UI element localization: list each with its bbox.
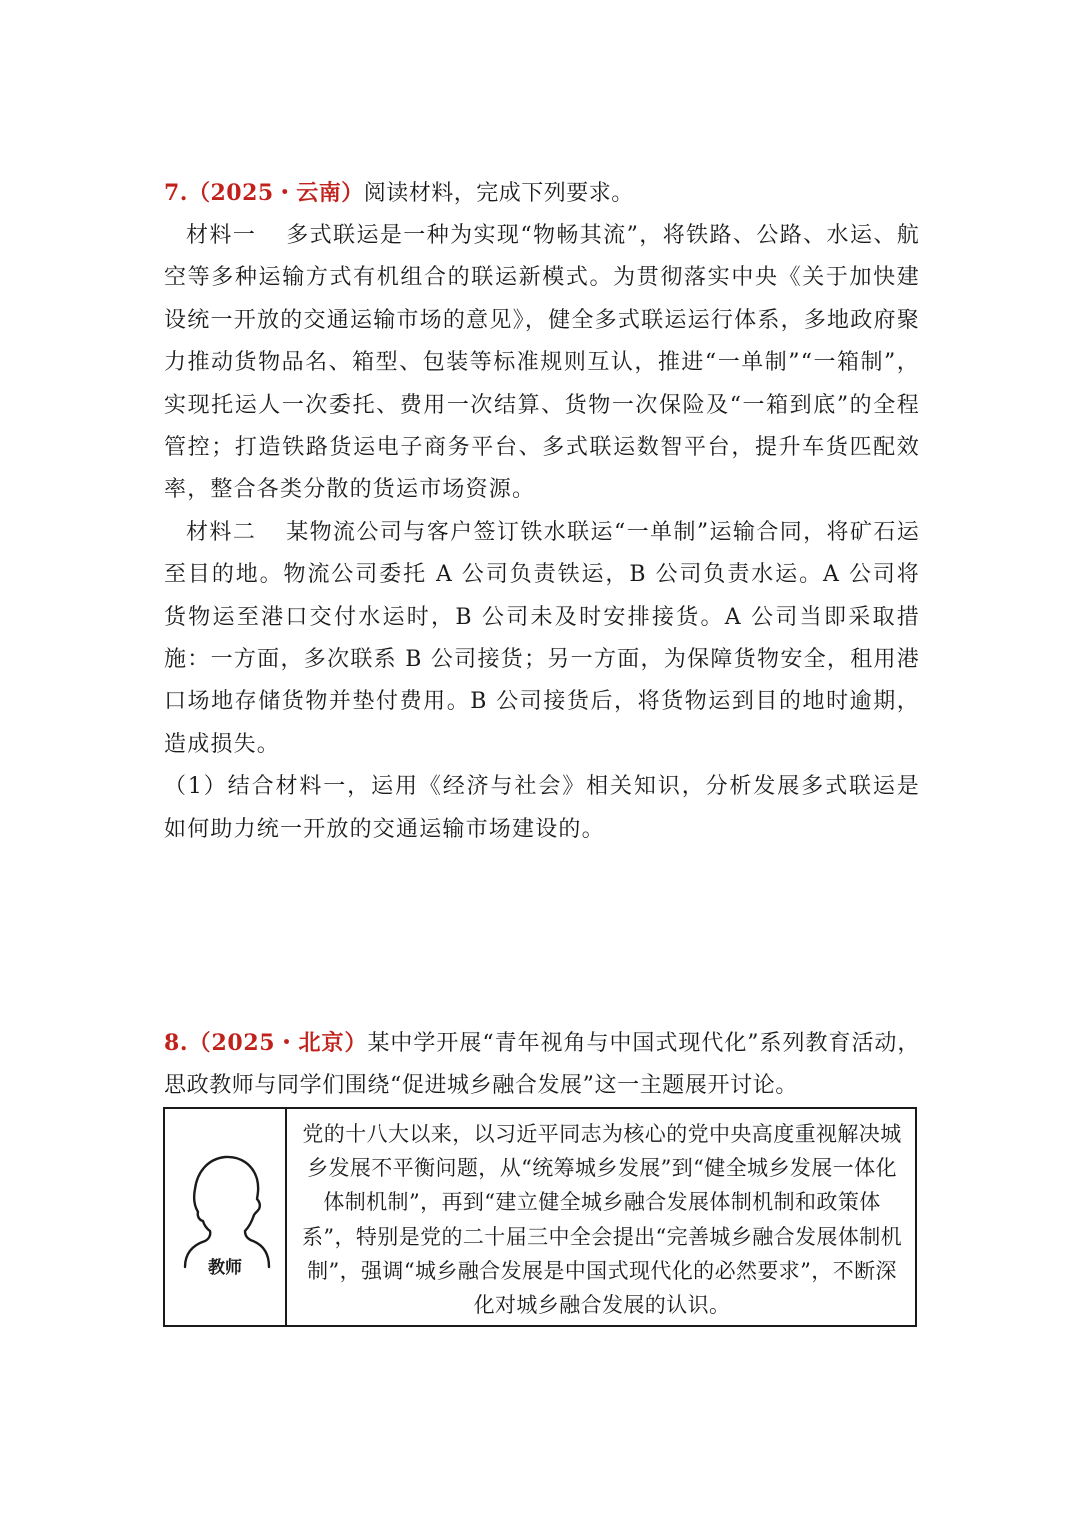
question-number: 8. — [164, 1030, 189, 1056]
question-source: （2025・云南） — [187, 180, 364, 206]
question-8 — [164, 1022, 920, 1108]
question-prompt: 某中学开展“青年视角与中国式现代化”系列教育活动，思政教师与同学们围绕“促进城乡融合发展”这一主题展开讨论。 — [164, 1031, 920, 1099]
teacher-avatar-cell — [165, 1109, 287, 1325]
question-7 — [164, 172, 920, 851]
material-1-label: 材料一 — [186, 223, 257, 248]
teacher-dialog-table — [163, 1107, 917, 1327]
subquestion-1: （1）结合材料一，运用《经济与社会》相关知识，分析发展多式联运是如何助力统一开放的交通运输市场建设的。 — [164, 774, 920, 842]
question-7-header — [164, 172, 920, 215]
material-2 — [164, 512, 920, 766]
material-2-text: 某物流公司与客户签订铁水联运“一单制”运输合同，将矿石运至目的地。物流公司委托 A 公司负责铁运，B 公司负责水运。A 公司将货物运至港口交付水运时，B 公司未及时安排接货。A 公司当即采取措施：一方面，多次联系 B 公司接货；另一方面，为保障货物安全，租用港口场地存储货物并垫付费用。B 公司接货后，将货物运到目的地时逾期，造成损失。 — [164, 519, 920, 757]
material-1-text: 多式联运是一种为实现“物畅其流”，将铁路、公路、水运、航空等多种运输方式有机组合的联运新模式。为贯彻落实中央《关于加快建设统一开放的交通运输市场的意见》，健全多式联运运行体系，多地政府聚力推动货物品名、箱型、包装等标准规则互认，推进“一单制”“一箱制”，实现托运人一次委托、费用一次结算、货物一次保险及“一箱到底”的全程管控；打造铁路货运电子商务平台、多式联运数智平台，提升车货匹配效率，整合各类分散的货运市场资源。 — [164, 223, 920, 503]
teacher-label: 教师 — [208, 1258, 242, 1278]
question-8-text — [164, 1022, 920, 1108]
question-source: （2025・北京） — [188, 1030, 368, 1056]
material-2-label: 材料二 — [186, 519, 257, 545]
question-prompt: 阅读材料，完成下列要求。 — [363, 181, 634, 206]
material-1 — [164, 215, 920, 512]
teacher-speech: 党的十八大以来，以习近平同志为核心的党中央高度重视解决城乡发展不平衡问题，从“统筹城乡发展”到“健全城乡发展一体化体制机制”，再到“建立健全城乡融合发展体制机制和政策体系”，特别是党的二十届三中全会提出“完善城乡融合发展体制机制”，强调“城乡融合发展是中国式现代化的必然要求”，不断深化对城乡融合发展的认识。 — [301, 1122, 903, 1318]
question-number: 7. — [164, 180, 188, 206]
